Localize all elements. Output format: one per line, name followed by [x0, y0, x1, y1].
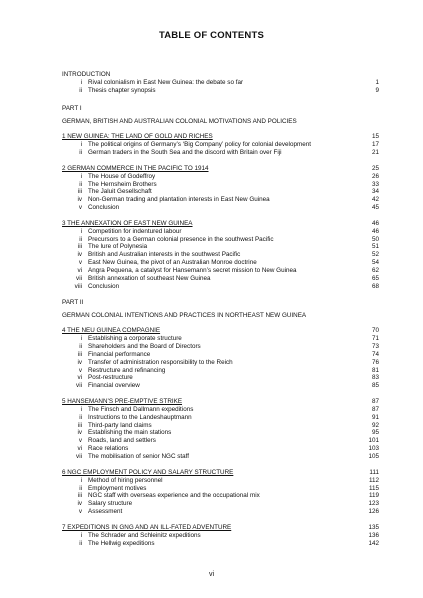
toc-item-title: British and Australian interests in the southwest Pacific [88, 251, 241, 259]
toc-item-number: viii [74, 282, 82, 290]
toc-heading: 1 NEW GUINEA: THE LAND OF GOLD AND RICHES [62, 133, 213, 141]
toc-item-title: Shareholders and the Board of Directors [88, 342, 201, 350]
toc-heading: 5 HANSEMANN’S PRE-EMPTIVE STRIKE [62, 398, 183, 406]
toc-item-title: Precursors to a German colonial presence in the southwest Pacific [88, 235, 274, 243]
toc-page-number: 103 [368, 445, 379, 453]
toc-page-number: 111 [369, 468, 379, 476]
toc-item-title: The Jaluit Gesellschaft [88, 188, 152, 196]
toc-item-number: ii [79, 539, 82, 547]
toc-item-number: v [78, 204, 82, 212]
toc-page-number: 34 [371, 188, 379, 196]
toc-page-number: 52 [371, 251, 379, 259]
toc-item-title: Financial performance [88, 350, 151, 358]
toc-page-number: 126 [368, 508, 379, 516]
toc-item-title: The lure of Polynesia [88, 243, 148, 251]
toc-page-number: 142 [368, 539, 379, 547]
toc-heading: 7 EXPEDITIONS IN GNG AND AN ILL-FATED ADVENTURE [62, 523, 232, 531]
toc-page-number: 73 [371, 342, 379, 350]
toc-item-title: East New Guinea, the pivot of an Australian Monroe doctrine [88, 259, 257, 267]
toc-item-title: Third-party land claims [88, 421, 152, 429]
toc-heading: 4 THE NEU GUINEA COMPAGNIE [62, 327, 161, 335]
toc-page-number: 51 [371, 243, 379, 251]
toc-page-number: 91 [371, 413, 379, 421]
toc-page-number: 25 [371, 164, 379, 172]
toc-heading: 6 NGC EMPLOYMENT POLICY AND SALARY STRUCTURE [62, 468, 234, 476]
toc-page-number: 112 [368, 476, 379, 484]
toc-page-number: 65 [371, 274, 379, 282]
toc-item-number: v [78, 366, 82, 374]
toc-page-number: 26 [371, 172, 379, 180]
toc-item-title: Establishing a corporate structure [88, 335, 182, 343]
toc-page-number: 54 [371, 259, 379, 267]
toc-page-number: 136 [368, 531, 379, 539]
toc-item-number: v [78, 508, 82, 516]
toc-item-number: i [80, 172, 82, 180]
toc-page-number: 62 [371, 267, 379, 274]
toc-item-number: vi [77, 374, 82, 382]
toc-item-title: Thesis chapter synopsis [88, 86, 156, 94]
toc-item-title: NGC staff with overseas experience and the occupational mix [88, 492, 260, 500]
toc-item-number: iv [77, 500, 82, 508]
toc-item-number: ii [79, 86, 82, 94]
toc-page-number: 46 [371, 219, 379, 227]
toc-item-title: The political origins of Germany’s ‘Big Company’ policy for colonial development [88, 141, 311, 149]
toc-page-number: 115 [368, 484, 379, 492]
toc-item-title: German traders in the South Sea and the discord with Britain over Fiji [88, 148, 282, 156]
toc-heading: 2 GERMAN COMMERCE IN THE PACIFIC TO 1914 [62, 164, 209, 172]
toc-item-number: vii [76, 382, 82, 390]
toc-item-number: vii [76, 274, 82, 282]
toc-page-number: 17 [371, 141, 379, 149]
page-title: TABLE OF CONTENTS [158, 30, 265, 41]
toc-item-number: iii [77, 492, 82, 500]
toc-page-number: 85 [371, 382, 379, 390]
toc-item-number: ii [79, 484, 82, 492]
toc-page-number: 46 [371, 227, 379, 235]
toc-page-number: 71 [371, 335, 379, 343]
toc-page-number: 50 [371, 235, 379, 243]
toc-item-title: Employment motives [88, 484, 147, 492]
toc-item-number: ii [79, 180, 82, 188]
toc-item-title: Post-restructure [88, 374, 133, 382]
toc-item-number: ii [79, 148, 82, 156]
toc-page-number: 9 [375, 86, 379, 94]
toc-item-number: i [80, 141, 82, 149]
toc-item-title: Angra Pequena, a catalyst for Hansemann’s secret mission to New Guinea [88, 267, 297, 274]
toc-page-number: 105 [368, 453, 379, 460]
toc-heading: PART II [62, 298, 84, 306]
toc-heading: PART I [62, 104, 82, 112]
toc-item-title: The Hernsheim Brothers [88, 180, 157, 188]
toc-page-number: 70 [371, 327, 379, 335]
toc-item-number: iv [77, 358, 82, 366]
toc-page-number: 92 [371, 421, 379, 429]
toc-item-number: iv [77, 196, 82, 204]
toc-page-number: 1 [375, 78, 379, 86]
toc-item-title: Instructions to the Landeshauptmann [88, 413, 192, 421]
toc-item-number: v [78, 437, 82, 445]
toc-item-number: ii [79, 342, 82, 350]
toc-page-number: 123 [368, 500, 379, 508]
toc-item-title: The Hellwig expeditions [88, 539, 155, 547]
toc-item-title: British annexation of southeast New Guinea [88, 274, 211, 282]
toc-item-title: The mobilisation of senior NGC staff [88, 453, 190, 460]
toc-item-title: The Schrader and Schleinitz expeditions [88, 531, 201, 539]
toc-item-title: Restructure and refinancing [88, 366, 166, 374]
toc-item-title: The Finsch and Dallmann expeditions [88, 405, 194, 413]
toc-page-number: 81 [371, 366, 379, 374]
toc-page-number: 95 [371, 429, 379, 437]
toc-item-number: iii [77, 243, 82, 251]
toc-item-title: Establishing the main stations [88, 429, 172, 437]
toc-heading: GERMAN, BRITISH AND AUSTRALIAN COLONIAL MOTIVATIONS AND POLICIES [62, 118, 297, 126]
toc-item-title: Financial overview [88, 382, 140, 390]
toc-heading: GERMAN COLONIAL INTENTIONS AND PRACTICES IN NORTHEAST NEW GUINEA [62, 312, 307, 320]
toc-item-title: The House of Godeffroy [88, 172, 156, 180]
toc-item-title: Rival colonialism in East New Guinea: the debate so far [88, 78, 244, 86]
toc-page-number: 135 [368, 523, 379, 531]
toc-item-number: i [80, 531, 82, 539]
toc-item-title: Assessment [88, 508, 123, 516]
toc-item-number: iii [77, 350, 82, 358]
toc-item-title: Roads, land and settlers [88, 437, 156, 445]
toc-item-title: Conclusion [88, 204, 120, 212]
toc-page-number: 74 [371, 350, 379, 358]
toc-item-number: i [80, 78, 82, 86]
toc-page-number: 119 [368, 492, 379, 500]
toc-item-number: i [80, 227, 82, 235]
toc-page-number: 42 [371, 196, 379, 204]
toc-item-number: vii [76, 453, 82, 460]
toc-item-number: vi [77, 445, 82, 453]
toc-item-number: v [78, 259, 82, 267]
toc-page-number: 33 [371, 180, 379, 188]
toc-item-number: i [80, 335, 82, 343]
toc-page-number: 76 [371, 358, 379, 366]
toc-page-number: 83 [371, 374, 379, 382]
toc-page-number: 21 [371, 148, 379, 156]
toc-item-number: iv [77, 251, 82, 259]
toc-page-number: 45 [371, 204, 379, 212]
toc-page-number: 87 [371, 405, 379, 413]
toc-item-title: Non-German trading and plantation interests in East New Guinea [88, 196, 270, 204]
toc-item-number: iv [77, 429, 82, 437]
toc-page-number: 87 [371, 398, 379, 406]
toc-item-number: i [80, 405, 82, 413]
toc-heading: 3 THE ANNEXATION OF EAST NEW GUINEA [62, 219, 193, 227]
toc-item-title: Method of hiring personnel [88, 476, 163, 484]
toc-heading: INTRODUCTION [62, 71, 111, 78]
toc-page-number: 101 [368, 437, 379, 445]
toc-item-number: iii [77, 188, 82, 196]
toc-page-number: 68 [371, 282, 379, 290]
toc-item-number: vi [77, 267, 82, 274]
toc-item-title: Salary structure [88, 500, 133, 508]
toc-item-title: Transfer of administration responsibility to the Reich [88, 358, 233, 366]
toc-item-number: ii [79, 413, 82, 421]
toc-item-number: i [80, 476, 82, 484]
toc-page-number: 15 [371, 133, 379, 141]
toc-item-title: Competition for indentured labour [88, 227, 182, 235]
toc-item-number: ii [79, 235, 82, 243]
toc-item-number: iii [77, 421, 82, 429]
toc-item-title: Race relations [88, 445, 129, 453]
page-number: vi [208, 571, 215, 578]
toc-item-title: Conclusion [88, 282, 120, 290]
